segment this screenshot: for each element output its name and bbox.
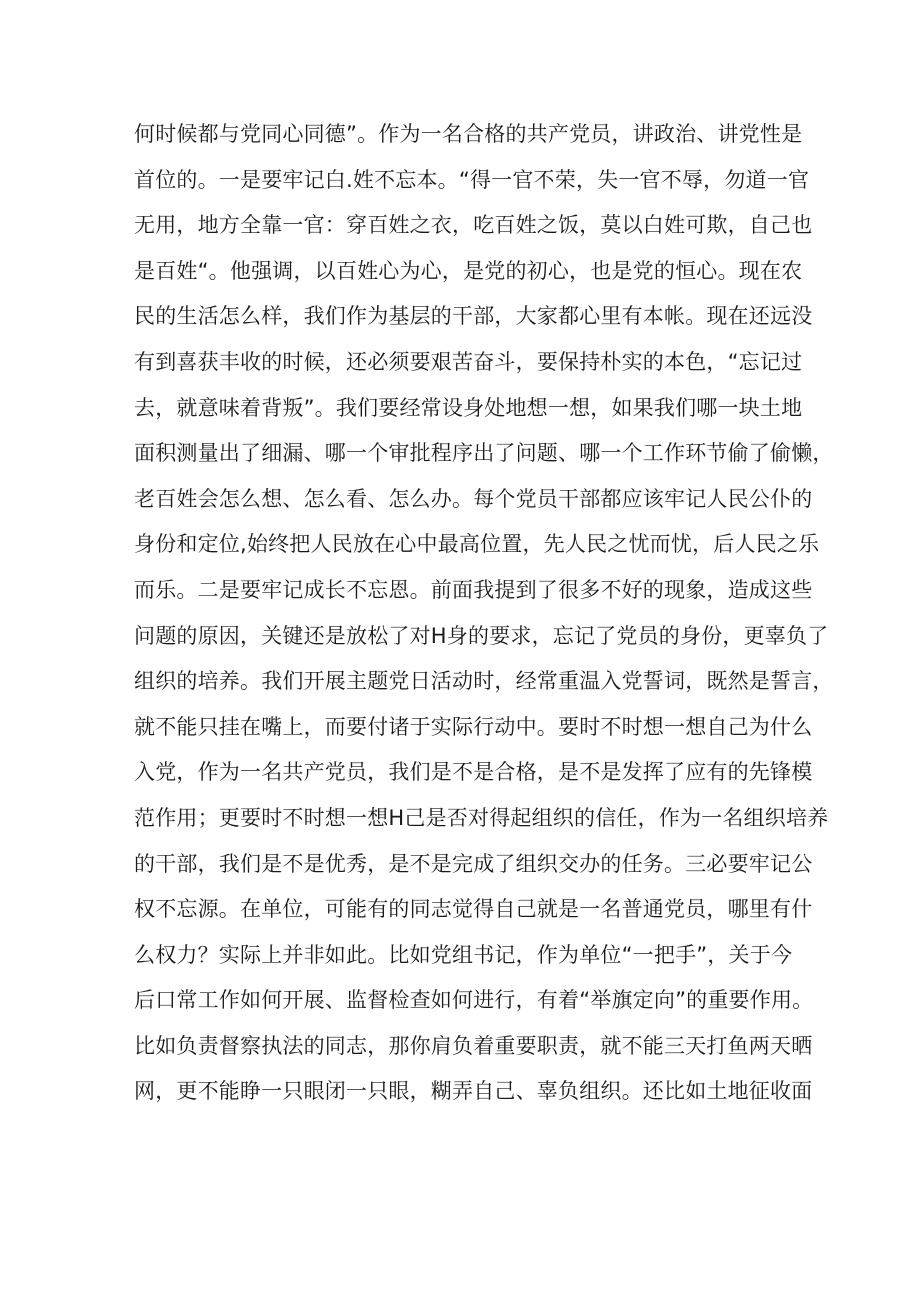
text-line: 后口常工作如何开展、监督检查如何进行，有着“举旗定向”的重要作用。 (134, 988, 814, 1013)
text-line: 入党，作为一名共产党员，我们是不是合格，是不是发挥了应有的先锋模 (134, 760, 813, 785)
body-text (134, 112, 834, 1115)
text-line: 范作用；更要时不时想一想H己是否对得起组织的信任，作为一名组织培养 (134, 805, 829, 830)
text-line: 的干部，我们是不是优秀，是不是完成了组织交办的任务。三必要牢记公 (134, 851, 813, 876)
text-line: 首位的。一是要牢记白.姓不忘本。“得一官不荣，失一官不辱，勿道一官 (134, 167, 810, 192)
text-line: 网，更不能睁一只眼闭一只眼，糊弄自己、辜负组织。还比如土地征收面 (134, 1079, 813, 1104)
text-line: 组织的培养。我们开展主题党日活动时，经常重温入党誓词，既然是誓言， (134, 669, 834, 694)
text-line: 是百姓“。他强调，以百姓心为心，是党的初心，也是党的恒心。现在农 (134, 258, 803, 283)
text-line: 问题的原因，关键还是放松了对H身的要求，忘记了党员的身份，更辜负了 (134, 623, 829, 648)
text-line: 老百姓会怎么想、怎么看、怎么办。每个党员干部都应该牢记人民公仆的 (134, 486, 813, 511)
text-line: 何时候都与党同心同德”。作为一名合格的共产党员，讲政治、讲党性是 (134, 122, 803, 146)
text-line: 去，就意味着背叛”。我们要经常设身处地想一想，如果我们哪一块土地 (134, 395, 803, 420)
text-line: 面积测量出了细漏、哪一个审批程序出了问题、哪一个工作环节偷了偷懒， (134, 441, 834, 466)
text-line: 有到喜获丰收的时候，还必须要艰苦奋斗，要保持朴实的本色，“忘记过 (134, 349, 803, 374)
text-line: 比如负责督察执法的同志，那你肩负着重要职责，就不能三天打鱼两天晒 (134, 1033, 813, 1058)
text-line: 民的生活怎么样，我们作为基层的干部，大家都心里有本帐。现在还远没 (134, 304, 813, 329)
text-line: 无用，地方全靠一官：穿百姓之衣，吃百姓之饭，莫以白姓可欺，自己也 (134, 213, 813, 238)
text-line: 身份和定位,始终把人民放在心中最高位置，先人民之忧而忧，后人民之乐 (134, 532, 820, 557)
text-line: 而乐。二是要牢记成长不忘恩。前面我提到了很多不好的现象，造成这些 (134, 577, 813, 602)
text-line: 就不能只挂在嘴上，而要付诸于实际行动中。要时不时想一想自己为什么 (134, 714, 813, 739)
text-line: 权不忘源。在单位，可能有的同志觉得自己就是一名普通党员，哪里有什 (134, 897, 813, 922)
text-line: 么权力？实际上并非如此。比如党组书记，作为单位“一把手”，关于今 (134, 942, 793, 967)
